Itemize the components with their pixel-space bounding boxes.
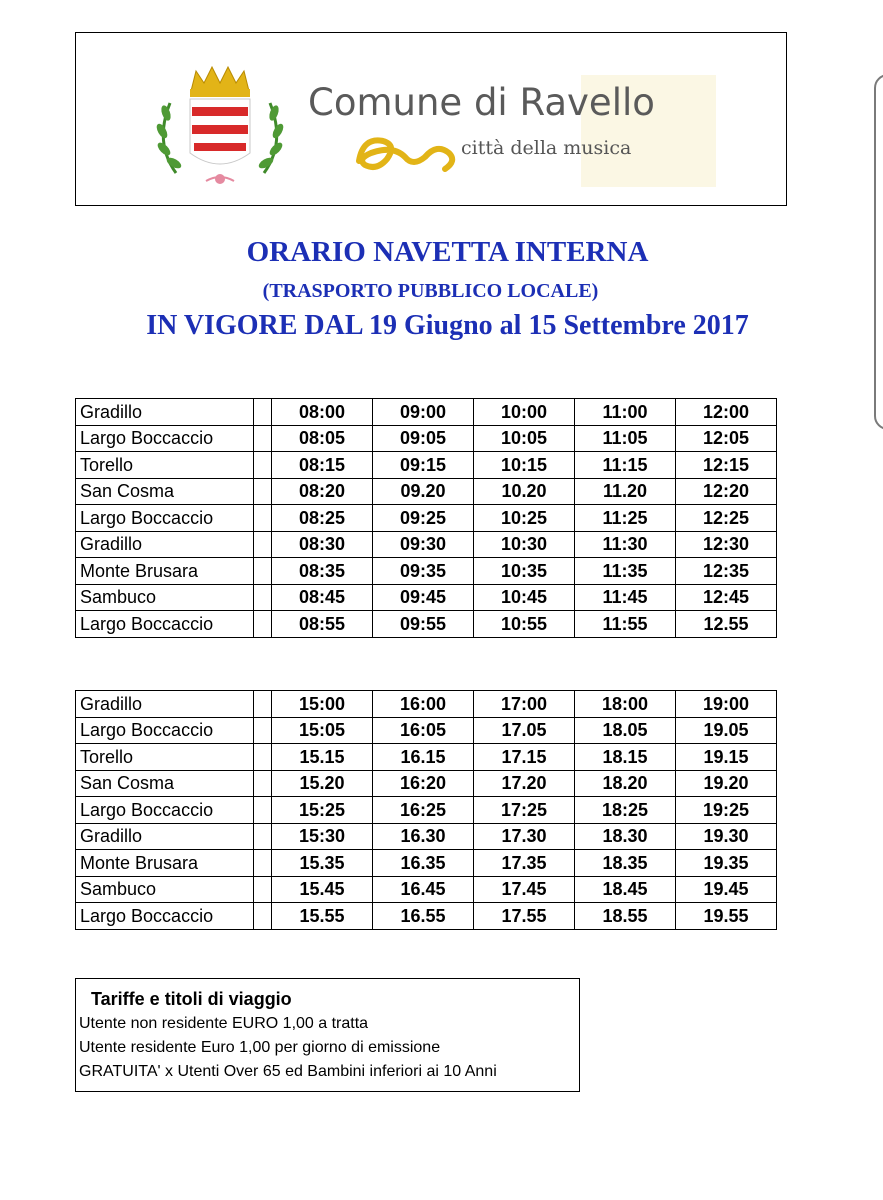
departure-time: 18.35 (575, 850, 676, 877)
departure-time: 11:05 (575, 425, 676, 452)
table-row (76, 797, 777, 824)
departure-time: 16:05 (373, 717, 474, 744)
departure-time: 17.45 (474, 876, 575, 903)
departure-time: 08:05 (272, 425, 373, 452)
departure-time: 15:25 (272, 797, 373, 824)
departure-time: 15:00 (272, 691, 373, 718)
spacer-cell (254, 584, 272, 611)
departure-time: 17.05 (474, 717, 575, 744)
departure-time: 17:00 (474, 691, 575, 718)
spacer-cell (254, 478, 272, 505)
departure-time: 10:15 (474, 452, 575, 479)
departure-time: 18:25 (575, 797, 676, 824)
departure-time: 08:35 (272, 558, 373, 585)
stop-name: Gradillo (76, 691, 254, 718)
spacer-cell (254, 823, 272, 850)
departure-time: 15.35 (272, 850, 373, 877)
timetable-morning (75, 398, 777, 638)
page-subtitle: (TRASPORTO PUBBLICO LOCALE) (262, 280, 599, 302)
departure-time: 11:25 (575, 505, 676, 532)
departure-time: 12:00 (676, 399, 777, 426)
table-row (76, 558, 777, 585)
departure-time: 08:00 (272, 399, 373, 426)
departure-time: 10:35 (474, 558, 575, 585)
departure-time: 12:35 (676, 558, 777, 585)
spacer-cell (254, 876, 272, 903)
stop-name: San Cosma (76, 478, 254, 505)
timetable-afternoon-body (76, 691, 777, 930)
fare-line: Utente non residente EURO 1,00 a tratta (79, 1015, 369, 1032)
departure-time: 10.20 (474, 478, 575, 505)
table-row (76, 425, 777, 452)
timetable-morning-body (76, 399, 777, 638)
departure-time: 08:30 (272, 531, 373, 558)
spacer-cell (254, 558, 272, 585)
table-row (76, 611, 777, 638)
departure-time: 08:20 (272, 478, 373, 505)
departure-time: 16.45 (373, 876, 474, 903)
departure-time: 10:05 (474, 425, 575, 452)
departure-time: 10:55 (474, 611, 575, 638)
table-row (76, 717, 777, 744)
departure-time: 17.35 (474, 850, 575, 877)
departure-time: 19.45 (676, 876, 777, 903)
spacer-cell (254, 452, 272, 479)
departure-time: 16:25 (373, 797, 474, 824)
stop-name: Largo Boccaccio (76, 505, 254, 532)
spacer-cell (254, 850, 272, 877)
table-row (76, 903, 777, 930)
departure-time: 19.20 (676, 770, 777, 797)
fare-line: Utente residente Euro 1,00 per giorno di emissione (79, 1039, 441, 1056)
departure-time: 15:30 (272, 823, 373, 850)
departure-time: 16.55 (373, 903, 474, 930)
departure-time: 18.45 (575, 876, 676, 903)
departure-time: 10:45 (474, 584, 575, 611)
departure-time: 08:25 (272, 505, 373, 532)
departure-time: 19.15 (676, 744, 777, 771)
spacer-cell (254, 531, 272, 558)
departure-time: 17:25 (474, 797, 575, 824)
stop-name: Largo Boccaccio (76, 903, 254, 930)
departure-time: 19.55 (676, 903, 777, 930)
departure-time: 09:35 (373, 558, 474, 585)
page-title: ORARIO NAVETTA INTERNA (246, 236, 649, 268)
stop-name: Monte Brusara (76, 558, 254, 585)
departure-time: 09:15 (373, 452, 474, 479)
departure-time: 15.55 (272, 903, 373, 930)
table-row (76, 876, 777, 903)
departure-time: 09:05 (373, 425, 474, 452)
departure-time: 12:45 (676, 584, 777, 611)
departure-time: 09:30 (373, 531, 474, 558)
departure-time: 15.15 (272, 744, 373, 771)
table-row (76, 452, 777, 479)
departure-time: 15:05 (272, 717, 373, 744)
departure-time: 18.20 (575, 770, 676, 797)
table-row (76, 531, 777, 558)
spacer-cell (254, 744, 272, 771)
spacer-cell (254, 425, 272, 452)
departure-time: 16:00 (373, 691, 474, 718)
departure-time: 18.05 (575, 717, 676, 744)
departure-time: 18.30 (575, 823, 676, 850)
timetable-afternoon (75, 690, 777, 930)
departure-time: 17.20 (474, 770, 575, 797)
spacer-cell (254, 611, 272, 638)
table-row (76, 691, 777, 718)
stop-name: Largo Boccaccio (76, 717, 254, 744)
departure-time: 11:30 (575, 531, 676, 558)
spacer-cell (254, 691, 272, 718)
departure-time: 18:00 (575, 691, 676, 718)
departure-time: 16.35 (373, 850, 474, 877)
stop-name: San Cosma (76, 770, 254, 797)
stop-name: Largo Boccaccio (76, 797, 254, 824)
stop-name: Largo Boccaccio (76, 611, 254, 638)
departure-time: 19.35 (676, 850, 777, 877)
fares-title: Tariffe e titoli di viaggio (91, 989, 292, 1009)
departure-time: 11:15 (575, 452, 676, 479)
departure-time: 09:55 (373, 611, 474, 638)
fare-line: GRATUITA' x Utenti Over 65 ed Bambini inferiori ai 10 Anni (79, 1063, 497, 1080)
departure-time: 11:00 (575, 399, 676, 426)
table-row (76, 584, 777, 611)
stop-name: Monte Brusara (76, 850, 254, 877)
departure-time: 08:15 (272, 452, 373, 479)
departure-time: 19.30 (676, 823, 777, 850)
validity-period: IN VIGORE DAL 19 Giugno al 15 Settembre 2017 (146, 310, 749, 341)
stop-name: Gradillo (76, 531, 254, 558)
departure-time: 19:00 (676, 691, 777, 718)
departure-time: 11:55 (575, 611, 676, 638)
spacer-cell (254, 903, 272, 930)
departure-time: 17.15 (474, 744, 575, 771)
departure-time: 10:25 (474, 505, 575, 532)
departure-time: 09:00 (373, 399, 474, 426)
departure-time: 12:20 (676, 478, 777, 505)
departure-time: 09:25 (373, 505, 474, 532)
stop-name: Sambuco (76, 584, 254, 611)
departure-time: 08:55 (272, 611, 373, 638)
table-row (76, 505, 777, 532)
departure-time: 10:30 (474, 531, 575, 558)
departure-time: 16.15 (373, 744, 474, 771)
table-row (76, 823, 777, 850)
coat-of-arms-icon (146, 53, 291, 193)
stop-name: Torello (76, 744, 254, 771)
departure-time: 12.55 (676, 611, 777, 638)
departure-time: 12:25 (676, 505, 777, 532)
stop-name: Largo Boccaccio (76, 425, 254, 452)
stop-name: Gradillo (76, 823, 254, 850)
fares-box (75, 978, 580, 1092)
logo-tagline: città della musica (461, 137, 632, 159)
departure-time: 18.55 (575, 903, 676, 930)
table-row (76, 478, 777, 505)
stop-name: Gradillo (76, 399, 254, 426)
departure-time: 12:05 (676, 425, 777, 452)
departure-time: 19:25 (676, 797, 777, 824)
music-clef-icon (353, 131, 463, 175)
header-logo-box (75, 32, 787, 206)
departure-time: 17.30 (474, 823, 575, 850)
logo-name: Comune di Ravello (308, 81, 655, 124)
table-row (76, 850, 777, 877)
stop-name: Torello (76, 452, 254, 479)
departure-time: 15.45 (272, 876, 373, 903)
departure-time: 12:30 (676, 531, 777, 558)
departure-time: 09.20 (373, 478, 474, 505)
spacer-cell (254, 797, 272, 824)
table-row (76, 744, 777, 771)
departure-time: 19.05 (676, 717, 777, 744)
departure-time: 11:45 (575, 584, 676, 611)
departure-time: 18.15 (575, 744, 676, 771)
departure-time: 10:00 (474, 399, 575, 426)
spacer-cell (254, 717, 272, 744)
departure-time: 11:35 (575, 558, 676, 585)
departure-time: 12:15 (676, 452, 777, 479)
departure-time: 17.55 (474, 903, 575, 930)
departure-time: 16.30 (373, 823, 474, 850)
departure-time: 08:45 (272, 584, 373, 611)
departure-time: 15.20 (272, 770, 373, 797)
stop-name: Sambuco (76, 876, 254, 903)
spacer-cell (254, 770, 272, 797)
departure-time: 09:45 (373, 584, 474, 611)
spacer-cell (254, 505, 272, 532)
spacer-cell (254, 399, 272, 426)
departure-time: 11.20 (575, 478, 676, 505)
scroll-handle[interactable] (874, 74, 883, 430)
table-row (76, 399, 777, 426)
table-row (76, 770, 777, 797)
departure-time: 16:20 (373, 770, 474, 797)
